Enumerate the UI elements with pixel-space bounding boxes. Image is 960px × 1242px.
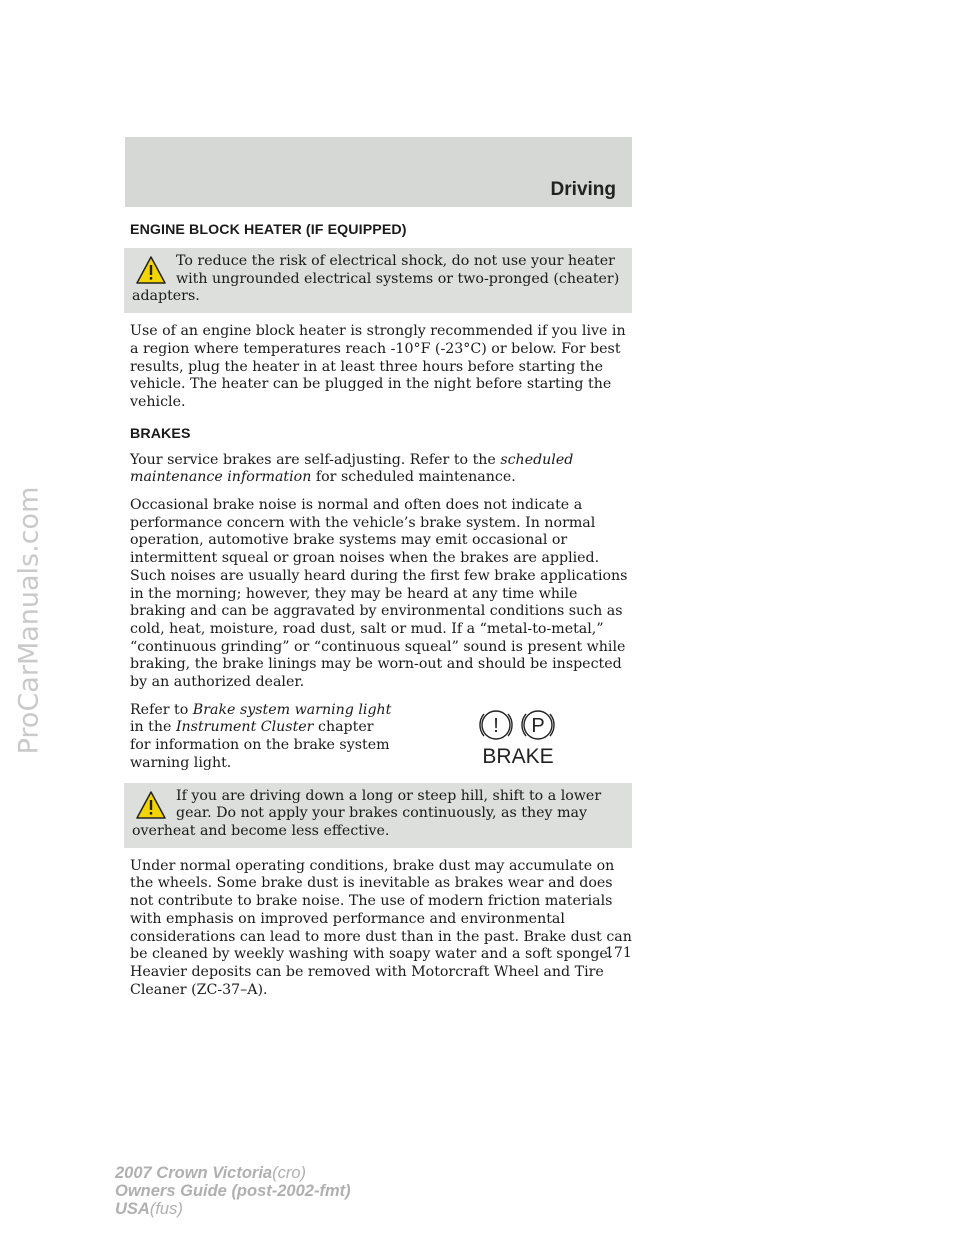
footer-market-code: (fus): [149, 1200, 183, 1218]
footer-line-3: [115, 1200, 351, 1218]
footer-line-1: [115, 1164, 351, 1182]
brake-icon-p: P: [531, 714, 545, 737]
brakes-paragraph-3: [130, 702, 392, 773]
document-footer: [115, 1164, 351, 1218]
brakes-warning-text: If you are driving down a long or steep hill, shift to a lower gear. Do not apply your brakes continuously, as they may overheat and become less effective.: [132, 787, 602, 839]
brake-icon-exclamation: !: [493, 714, 499, 737]
watermark: [4, 120, 54, 1120]
brake-warning-light-icon: [472, 706, 572, 770]
brakes-p1-start: Your service brakes are self-adjusting. Refer to the: [130, 451, 496, 468]
brakes-paragraph-4: Under normal operating conditions, brake dust may accumulate on the wheels. Some brake dust is inevitable as brakes wear and does not contribute to brake noise. The use of modern friction materials with emphasis on improved performance and environmental considerations can lead to more dust than in the past. Brake dust can be cleaned by weekly washing with soapy water and a soft sponge. Heavier deposits can be removed with Motorcraft Wheel and Tire Cleaner (ZC-37–A).: [130, 857, 632, 998]
section-title: Driving: [550, 179, 616, 200]
brakes-p3-mid: in the: [130, 719, 172, 736]
engine-heater-warning: [124, 248, 632, 313]
brakes-paragraph-2: Occasional brake noise is normal and often does not indicate a performance concern with the vehicle’s brake system. In normal operation, automotive brake systems may emit occasional or intermittent squeal or groan noises when the brakes are applied. Such noises are usually heard during the first few brake applications in the morning; however, they may be heard at any time while braking and can be aggravated by environmental conditions such as cold, heat, moisture, road dust, salt or mud. If a “metal-to-metal,” “continuous grinding” or “continuous squeal” sound is present while braking, the brake linings may be worn-out and should be inspected by an authorized dealer.: [130, 497, 628, 691]
engine-heater-body: Use of an engine block heater is strongly recommended if you live in a region where temperatures reach -10°F (-23°C) or below. For best results, plug the heater in at least three hours before starting the vehicle. The heater can be plugged in the night before starting the vehicle.: [130, 323, 626, 410]
brakes-paragraph-1: [130, 452, 632, 487]
brakes-p3-end: chapter for information on the brake system warning light.: [130, 719, 390, 771]
section-header: [125, 137, 632, 207]
brakes-p1-end: for scheduled maintenance.: [315, 469, 516, 486]
brakes-p3-italic-1: Brake system warning light: [192, 701, 392, 718]
page-number: 171: [605, 945, 632, 961]
warning-icon: [136, 255, 166, 285]
engine-heater-warning-text: To reduce the risk of electrical shock, do not use your heater with ungrounded electrical systems or two-pronged (cheater) adapters.: [132, 253, 620, 305]
brakes-p1-italic: scheduled maintenance information: [130, 451, 574, 486]
brakes-heading: BRAKES: [130, 425, 191, 442]
brakes-p3-start: Refer to: [130, 701, 189, 718]
footer-market: USA: [115, 1200, 150, 1218]
footer-line-2: [115, 1182, 351, 1200]
footer-model-code: (cro): [272, 1164, 307, 1182]
brakes-warning: [124, 783, 632, 848]
footer-guide: Owners Guide (post-2002-fmt): [115, 1182, 351, 1200]
page-content: [130, 222, 632, 1009]
brakes-p3-italic-2: Instrument Cluster: [175, 719, 314, 736]
engine-heater-heading: ENGINE BLOCK HEATER (IF EQUIPPED): [130, 222, 407, 238]
brake-light-row: [130, 702, 632, 773]
brake-icon-label: BRAKE: [482, 744, 554, 768]
footer-model: 2007 Crown Victoria: [115, 1164, 273, 1182]
watermark-text: ProCarManuals.com: [13, 486, 45, 754]
warning-icon: [136, 790, 166, 820]
